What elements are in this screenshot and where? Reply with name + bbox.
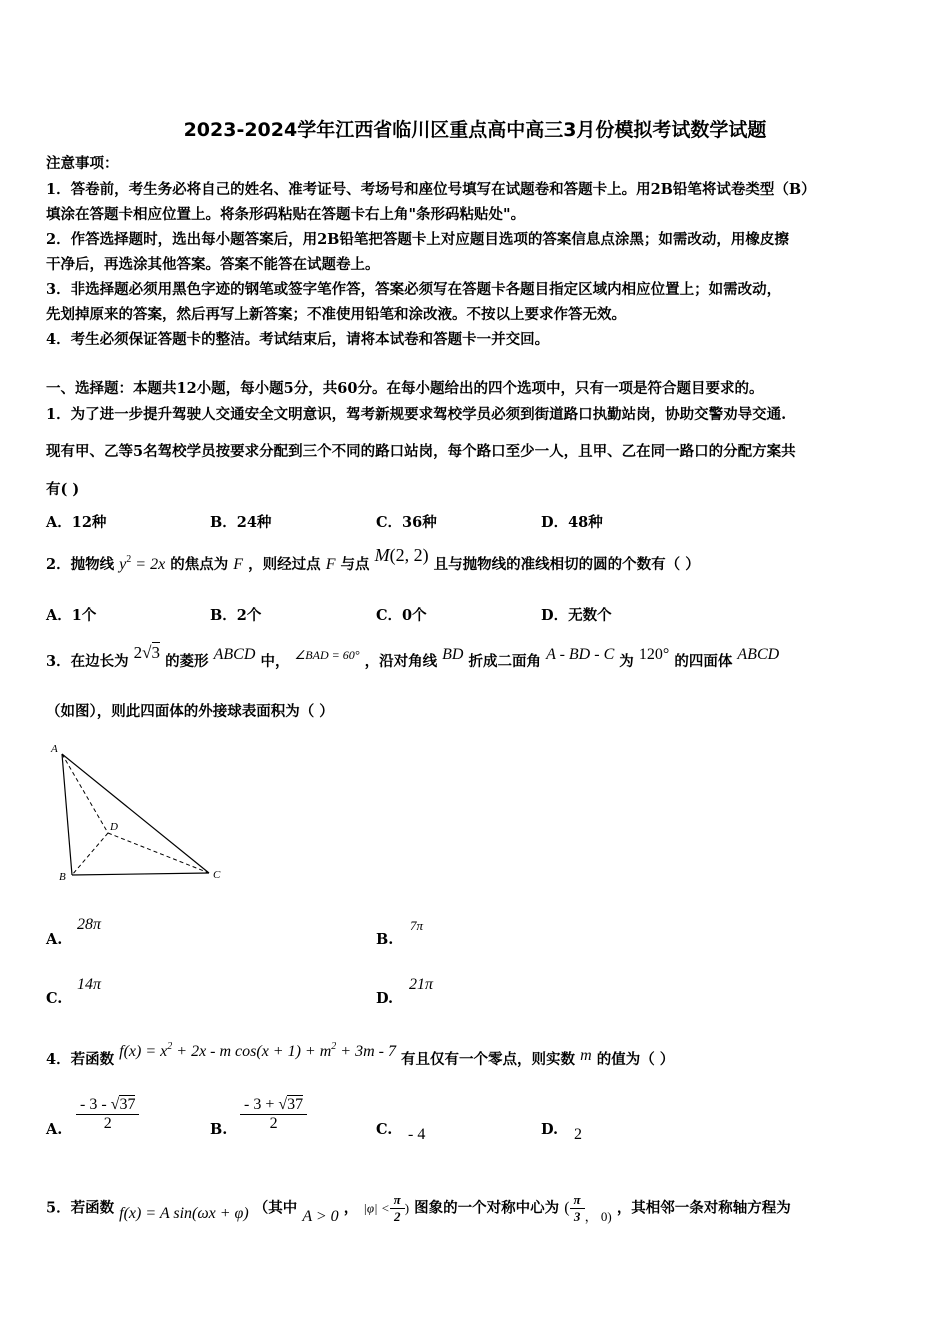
notice-line: 2．作答选择题时，选出每小题答案后，用2B铅笔把答题卡上对应题目选项的答案信息点涂黑；如需改动，用橡皮擦 (46, 231, 789, 248)
q5-t1: （其中 (253, 1199, 298, 1217)
q4-func-head: f(x) = x (119, 1043, 168, 1060)
notice-line: 干净后，再选涂其他答案。答案不能答在试题卷上。 (46, 256, 380, 273)
q5-t3: 图象的一个对称中心为 (414, 1199, 560, 1217)
q4-function (119, 1043, 396, 1060)
q2-eq-y: y (119, 556, 127, 573)
q4-option-c-letter: C. (376, 1121, 393, 1138)
q2-option-d: D．无数个 (541, 607, 612, 624)
q3-option-a-value: 28π (77, 916, 102, 933)
q5-center-close: ， 0) (584, 1208, 612, 1224)
page-title: 2023-2024学年江西省临川区重点高中高三3月份模拟考试数学试题 (183, 119, 767, 141)
q5-pi-third (570, 1192, 585, 1225)
q3-side-rad: 3 (151, 643, 160, 662)
q2-eq-rest: = 2x (131, 556, 166, 573)
q2-mid3: 与点 (340, 556, 370, 573)
q4-func-tail: + 3m - 7 (336, 1043, 396, 1060)
notice-line: 1．答卷前，考生务必将自己的姓名、准考证号、考场号和座位号填写在试题卷和答题卡上。用2B铅笔将试卷类型（B） (46, 181, 816, 198)
q3-t2: 中， (260, 653, 290, 670)
q2-suffix: 且与抛物线的准线相切的圆的个数有（ ） (433, 556, 700, 573)
q2-focus: F (233, 556, 244, 573)
q5-pi-half-num: π (390, 1192, 405, 1209)
q3-degree: 120° (638, 646, 670, 663)
q5-prefix: 5．若函数 (46, 1199, 115, 1217)
q5-pi-third-num: π (570, 1192, 585, 1209)
q4-stem (46, 1041, 675, 1069)
q5-function: f(x) = A sin(ωx + φ) (119, 1204, 249, 1222)
section-heading: 一、选择题：本题共12小题，每小题5分，共60分。在每小题给出的四个选项中，只有一项是符合题目要求的。 (46, 380, 764, 397)
q5-pi-third-den: 3 (573, 1209, 581, 1224)
q3-option-c-value: 14π (77, 976, 102, 993)
q4-option-d-value: 2 (574, 1126, 582, 1143)
notice-line: 4．考生必须保证答题卡的整洁。考试结束后，请将本试卷和答题卡一并交回。 (46, 331, 550, 348)
q4-a-den: 2 (103, 1115, 112, 1132)
q5-stem: 5．若函数 f(x) = A sin(ωx + φ) （其中 A > 0 ， |φ| < $\frac{\pi}{2}$ ) 图象的一个对称中心为 ( $\frac{\pi}{3}$ ， 0) ，其相邻一条对称轴方程为 (46, 1192, 791, 1225)
q4-a-num-pre: - 3 - (80, 1096, 111, 1113)
q2-point-coords: (2, 2) (389, 545, 429, 565)
q3-t4: 折成二面角 (468, 653, 542, 670)
q4-b-rad: 37 (287, 1096, 304, 1113)
label-c: C (213, 869, 221, 881)
q3-t6: 的四面体 (674, 653, 733, 670)
q3-dihedral: A - BD - C (546, 646, 615, 663)
q3-t5: 为 (619, 653, 634, 670)
q4-a-rad: 37 (119, 1096, 136, 1113)
q2-mid1: 的焦点为 (170, 556, 229, 573)
q3-option-d-letter: D. (376, 990, 394, 1007)
label-a: A (51, 743, 58, 755)
q5-pi-half-den: 2 (393, 1209, 401, 1224)
q3-abcd-2: ABCD (737, 646, 780, 663)
q3-option-c-letter: C. (46, 990, 63, 1007)
q3-option-a-letter: A. (46, 931, 63, 948)
q2-prefix: 2．抛物线 (46, 556, 115, 573)
q1-option-c: C．36种 (376, 514, 437, 531)
notice-heading: 注意事项： (46, 155, 119, 172)
q2-eq-sup: 2 (126, 554, 132, 565)
q4-func-sup: 2 (167, 1041, 173, 1052)
q3-option-b-letter: B. (376, 931, 394, 948)
edge-ab (62, 754, 72, 875)
q2-option-a: A．1个 (46, 607, 97, 624)
q4-func-mid: + 2x - m cos(x + 1) + m (172, 1043, 332, 1060)
q1-option-b: B．24种 (210, 514, 272, 531)
q3-tetrahedron-figure (44, 740, 244, 890)
q3-option-d-value: 21π (409, 976, 434, 993)
q3-line2: （如图），则此四面体的外接球表面积为（ ） (46, 703, 334, 720)
q3-t3: ，沿对角线 (364, 653, 438, 670)
label-b: B (59, 871, 66, 883)
q4-prefix: 4．若函数 (46, 1051, 115, 1068)
notice-line: 填涂在答题卡相应位置上。将条形码粘贴在答题卡右上角"条形码粘贴处"。 (46, 206, 526, 223)
q4-option-a-fraction: $\frac{- 3 - √37}{2}$ (76, 1096, 139, 1133)
edge-dc (108, 833, 209, 873)
q4-func-sup-2: 2 (331, 1041, 337, 1052)
q3-side-coef: 2 (133, 643, 143, 662)
q4-b-den: 2 (269, 1115, 278, 1132)
q1-option-a: A．12种 (46, 514, 107, 531)
q4-m: m (580, 1047, 592, 1064)
q2-stem (46, 545, 700, 574)
q5-t2: ， (343, 1199, 359, 1217)
q4-option-d-letter: D. (541, 1121, 559, 1138)
q5-cond-a: A > 0 (302, 1207, 339, 1225)
q3-option-b-value: 7π (410, 918, 424, 933)
edge-ad (62, 754, 108, 833)
q2-option-b: B．2个 (210, 607, 262, 624)
q3-angle: ∠BAD = 60° (294, 648, 360, 662)
edge-bc (72, 873, 209, 875)
q4-option-b-fraction: $\frac{- 3 + √37}{2}$ (240, 1096, 307, 1133)
label-d: D (110, 821, 118, 833)
q3-abcd: ABCD (213, 646, 256, 663)
q3-t1: 的菱形 (165, 653, 209, 670)
q4-option-c-value: - 4 (408, 1126, 426, 1143)
q1-option-d: D．48种 (541, 514, 603, 531)
q5-t4: ，其相邻一条对称轴方程为 (616, 1199, 791, 1217)
q1-line: 有( ) (46, 481, 80, 498)
q2-mid2: ，则经过点 (248, 556, 321, 573)
q4-option-a-letter: A. (46, 1121, 63, 1138)
notice-line: 3．非选择题必须用黑色字迹的钢笔或签字笔作答，答案必须写在答题卡各题目指定区域内相应位置上；如需改动， (46, 281, 782, 298)
q5-cond-phi: |φ| < (363, 1200, 390, 1216)
notice-line: 先划掉原来的答案，然后再写上新答案；不准使用铅笔和涂改液。不按以上要求作答无效。 (46, 306, 626, 323)
q2-focus-2: F (325, 556, 336, 573)
q4-b-num-pre: - 3 + (244, 1096, 279, 1113)
edge-ac (62, 754, 209, 873)
q5-pi-half (390, 1192, 405, 1225)
q3-stem (46, 643, 780, 671)
q3-side: 2√3 (133, 643, 160, 662)
q3-bd: BD (442, 646, 464, 663)
q2-option-c: C．0个 (376, 607, 427, 624)
q2-point: M (374, 545, 390, 565)
q5-center-open: ( (564, 1199, 570, 1217)
q1-line: 1．为了进一步提升驾驶人交通安全文明意识，驾考新规要求驾校学员必须到街道路口执勤站岗，协助交警劝导交通. (46, 406, 787, 423)
edge-bd (72, 833, 108, 875)
q4-suffix2: 的值为（ ） (596, 1051, 675, 1068)
q3-prefix: 3．在边长为 (46, 653, 129, 670)
q1-line: 现有甲、乙等5名驾校学员按要求分配到三个不同的路口站岗，每个路口至少一人，且甲、乙在同一路口的分配方案共 (46, 443, 796, 460)
q4-suffix: 有且仅有一个零点，则实数 (401, 1051, 576, 1068)
q4-option-b-letter: B. (210, 1121, 228, 1138)
